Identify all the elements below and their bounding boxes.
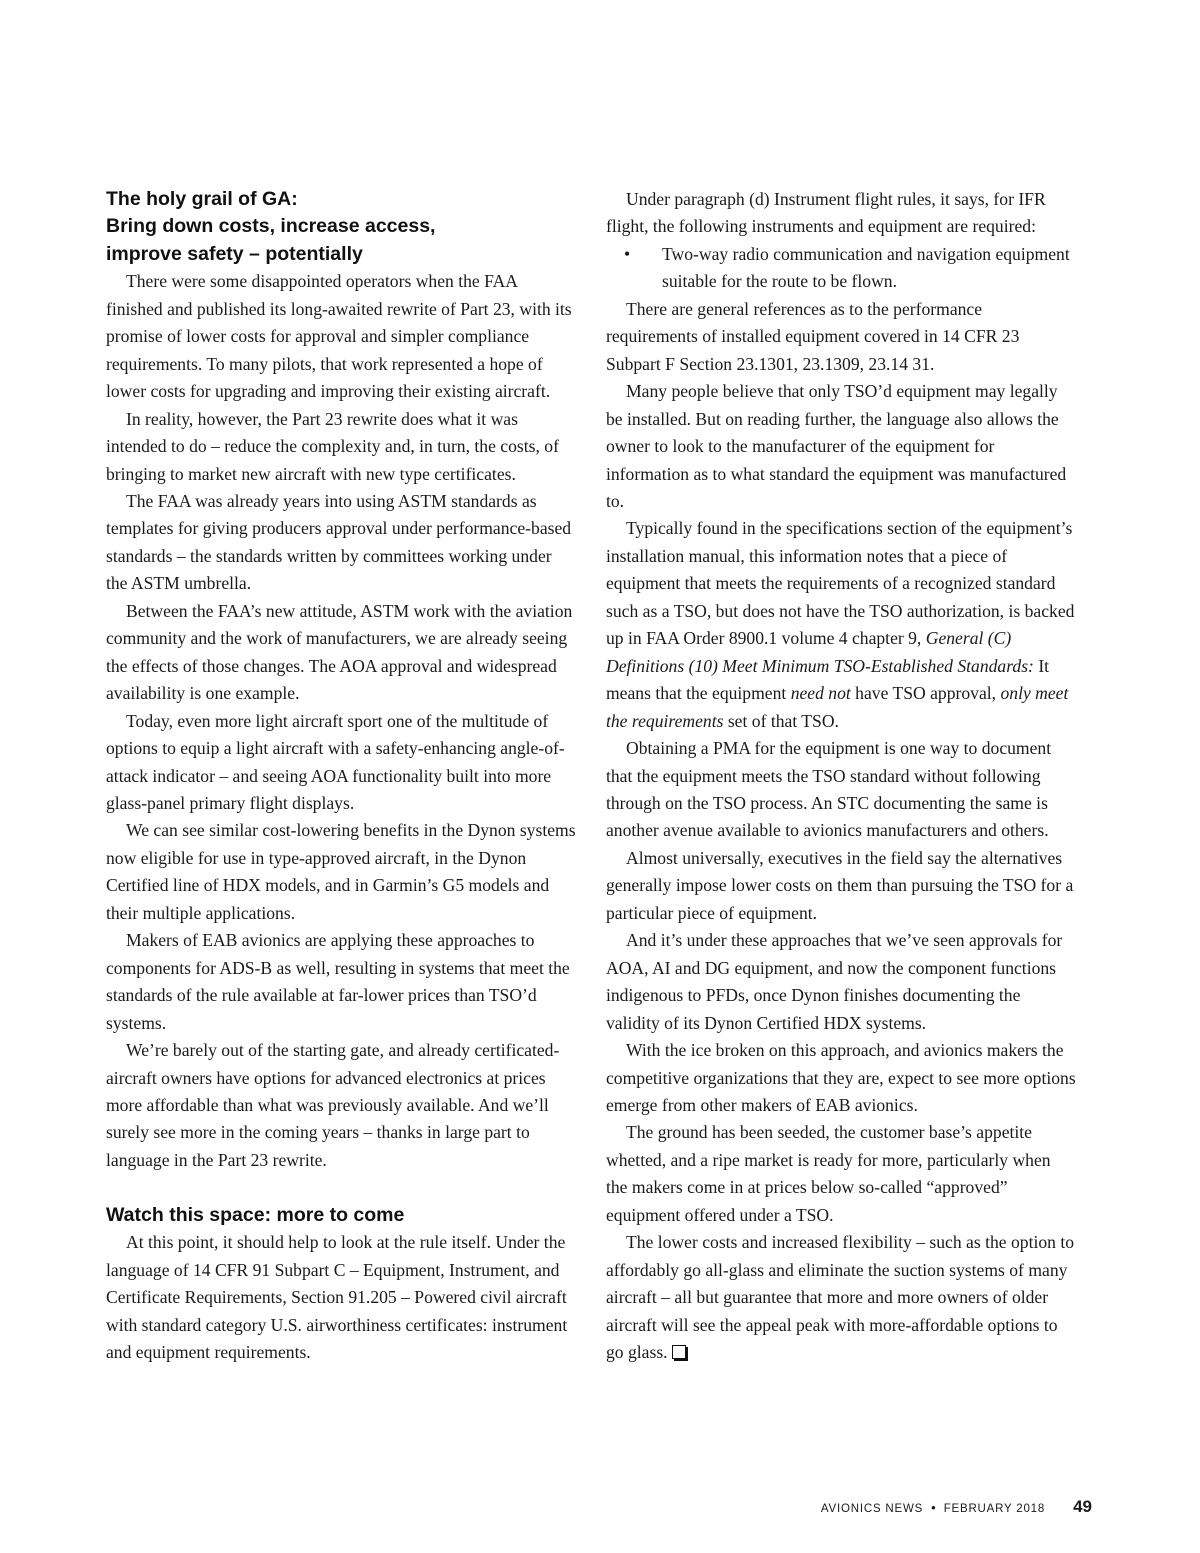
bullet-item: [606, 241, 1076, 296]
body-paragraph: Between the FAA’s new attitude, ASTM work with the aviation community and the work of manufacturers, we are already seeing the effects of those changes. The AOA approval and widespread availability is one example.: [106, 600, 573, 704]
text-run: It means that the equipment: [606, 655, 1050, 704]
body-paragraph-typically: [606, 515, 1076, 735]
bullet-marker: •: [624, 243, 631, 264]
page-footer: [821, 1497, 1092, 1517]
body-paragraph: Under paragraph (d) Instrument flight rules, it says, for IFR flight, the following instruments and equipment are required:: [606, 189, 1046, 237]
end-of-article-icon: [672, 1345, 686, 1359]
body-paragraph: We can see similar cost-lowering benefits in the Dynon systems now eligible for use in type-approved aircraft, in the Dynon Certified line of HDX models, and in Garmin’s G5 models and their multiple applications.: [106, 820, 576, 923]
footer-separator: •: [931, 1500, 936, 1515]
left-column: [106, 186, 576, 1366]
issue-date: FEBRUARY 2018: [943, 1503, 1046, 1515]
text-run: have TSO approval,: [850, 683, 1001, 704]
body-paragraph: There were some disappointed operators when the FAA finished and published its long-awaited rewrite of Part 23, with its promise of lower costs for approval and simpler compliance requirements. To many pilots, that work represented a hope of lower costs for upgrading and improving their existing aircraft.: [106, 271, 572, 402]
heading-line: improve safety – potentially: [106, 242, 363, 265]
body-paragraph: Obtaining a PMA for the equipment is one way to document that the equipment meets the TSO standard without following through on the TSO process. An STC documenting the same is another avenue available to avionics manufacturers and others.: [606, 738, 1052, 841]
bullet-text: Two-way radio communication and navigation equipment suitable for the route to be flown.: [662, 243, 1070, 292]
italic-run: only meet the requirements: [606, 683, 1069, 731]
body-paragraph: The ground has been seeded, the customer base’s appetite whetted, and a ripe market is ready for more, particularly when the makers come in at prices below so-called “approved” equipment offered under a TSO.: [606, 1122, 1051, 1225]
text-run: The lower costs and increased flexibility – such as the option to affordably go all-glass and eliminate the suction systems of many aircraft – all but guarantee that more and more owners of older aircraft will see the appeal peak with more-affordable options to go glass.: [606, 1232, 1075, 1363]
body-paragraph: Almost universally, executives in the field say the alternatives generally impose lower costs on them than pursuing the TSO for a particular piece of equipment.: [606, 847, 1074, 923]
text-run: Typically found in the specifications section of the equipment’s installation manual, this information notes that a piece of equipment that meets the requirements of a recognized standard such as a TSO, but does not have the TSO authorization, is backed up in FAA Order 8900.1 volume 4 chapter 9,: [606, 518, 1075, 649]
body-paragraph: With the ice broken on this approach, and avionics makers the competitive organizations that they are, expect to see more options emerge from other makers of EAB avionics.: [606, 1040, 1076, 1115]
body-paragraph: Today, even more light aircraft sport one of the multitude of options to equip a light aircraft with a safety-enhancing angle-of-attack indicator – and seeing AOA functionality built into more glass-panel primary flight displays.: [106, 710, 565, 813]
section-heading-watch-this-space: Watch this space: more to come: [106, 1203, 405, 1226]
body-paragraph: At this point, it should help to look at the rule itself. Under the language of 14 CFR 91 Subpart C – Equipment, Instrument, and Certificate Requirements, Section 91.205 – Powered civil aircraft with standard category U.S. airworthiness certificates: instrument and equipment requirements.: [106, 1232, 568, 1363]
body-paragraph: In reality, however, the Part 23 rewrite does what it was intended to do – reduce the complexity and, in turn, the costs, of bringing to market new aircraft with new type certificates.: [106, 408, 559, 484]
publication-name: AVIONICS NEWS: [820, 1503, 924, 1515]
italic-run: need not: [790, 683, 851, 704]
italic-run: General (C) Definitions (10) Meet Minimum TSO-Established Standards:: [606, 628, 1034, 676]
text-run: set of that TSO.: [723, 710, 839, 731]
section-heading-holy-grail: [106, 186, 576, 268]
body-paragraph: The FAA was already years into using ASTM standards as templates for giving producers approval under performance-based standards – the standards written by committees working under the ASTM umbrella.: [106, 490, 572, 594]
heading-line: Bring down costs, increase access,: [106, 215, 436, 238]
right-column: [606, 186, 1076, 1366]
body-paragraph: Makers of EAB avionics are applying these approaches to components for ADS-B as well, resulting in systems that meet the standards of the rule available at far-lower prices than TSO’d systems.: [106, 930, 570, 1033]
page-number: 49: [1073, 1497, 1092, 1516]
body-paragraph: Many people believe that only TSO’d equipment may legally be installed. But on reading further, the language also allows the owner to look to the manufacturer of the equipment for information as to what standard the equipment was manufactured to.: [606, 381, 1067, 511]
body-paragraph: And it’s under these approaches that we’ve seen approvals for AOA, AI and DG equipment, and now the component functions indigenous to PFDs, once Dynon finishes documenting the validity of its Dynon Certified HDX systems.: [606, 930, 1063, 1033]
body-paragraph: We’re barely out of the starting gate, and already certificated-aircraft owners have options for advanced electronics at prices more affordable than what was previously available. And we’ll surely see more in the coming years – thanks in large part to language in the Part 23 rewrite.: [106, 1040, 560, 1170]
heading-line: The holy grail of GA:: [106, 188, 298, 210]
body-paragraph-final: [606, 1229, 1076, 1366]
body-paragraph: There are general references as to the performance requirements of installed equipment covered in 14 CFR 23 Subpart F Section 23.1301, 23.1309, 23.14 31.: [606, 298, 1020, 374]
